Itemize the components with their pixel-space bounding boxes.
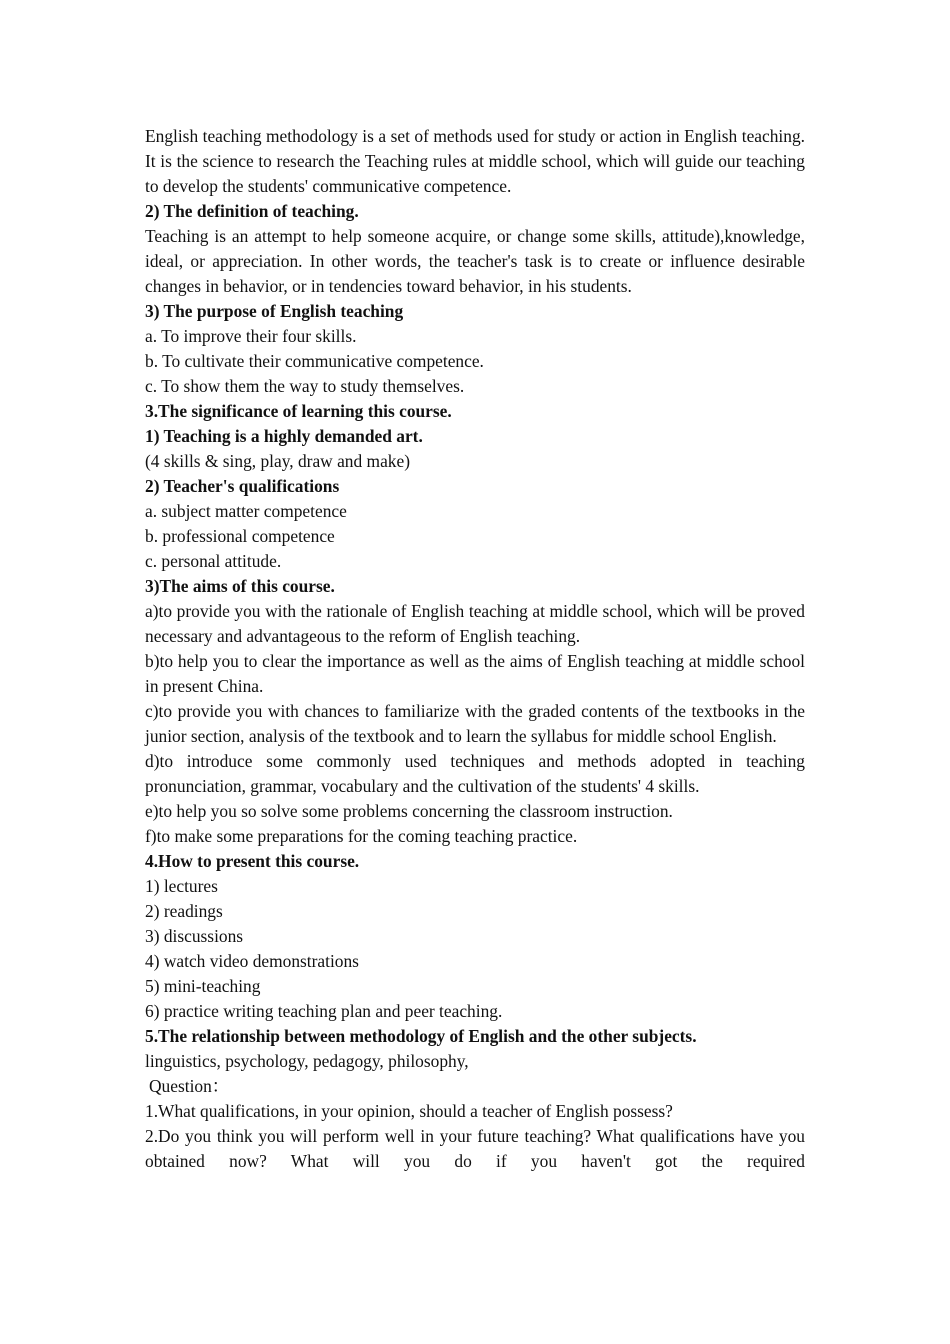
purpose-item: c. To show them the way to study themselves. xyxy=(145,376,465,396)
present-item: 1) lectures xyxy=(145,876,218,896)
definition-paragraph: Teaching is an attempt to help someone acquire, or change some skills, attitude),knowledge, ideal, or appreciation. In other words, the teacher's task is to create or influence desirable changes in behavior, or in tendencies toward behavior, in his students. xyxy=(145,226,805,296)
qualifications-heading: 2) Teacher's qualifications xyxy=(145,476,340,496)
present-item: 6) practice writing teaching plan and peer teaching. xyxy=(145,1001,503,1021)
aim-item: b)to help you to clear the importance as well as the aims of English teaching at middle school in present China. xyxy=(145,651,805,696)
qualification-item: a. subject matter competence xyxy=(145,501,347,521)
aim-item: f)to make some preparations for the coming teaching practice. xyxy=(145,826,578,846)
purpose-heading: 3) The purpose of English teaching xyxy=(145,301,404,321)
question-item: 1.What qualifications, in your opinion, should a teacher of English possess? xyxy=(145,1101,673,1121)
aim-item: a)to provide you with the rationale of English teaching at middle school, which will be proved necessary and advantageous to the reform of English teaching. xyxy=(145,601,805,646)
definition-heading: 2) The definition of teaching. xyxy=(145,201,359,221)
art-heading: 1) Teaching is a highly demanded art. xyxy=(145,426,423,446)
intro-paragraph: English teaching methodology is a set of methods used for study or action in English teaching. It is the science to research the Teaching rules at middle school, which will guide our teaching to develop the students' communicative competence. xyxy=(145,126,805,196)
present-item: 3) discussions xyxy=(145,926,244,946)
relationship-heading: 5.The relationship between methodology of English and the other subjects. xyxy=(145,1026,697,1046)
qualification-item: c. personal attitude. xyxy=(145,551,282,571)
aim-item: d)to introduce some commonly used techniques and methods adopted in teaching pronunciation, grammar, vocabulary and the cultivation of the students' 4 skills. xyxy=(145,751,805,796)
significance-heading: 3.The significance of learning this course. xyxy=(145,401,452,421)
question-item: 2.Do you think you will perform well in your future teaching? What qualifications have you obtained now? What will you do if you haven't got the required xyxy=(145,1126,805,1171)
present-item: 4) watch video demonstrations xyxy=(145,951,359,971)
aim-item: c)to provide you with chances to familiarize with the graded contents of the textbooks in the junior section, analysis of the textbook and to learn the syllabus for middle school English. xyxy=(145,701,805,746)
purpose-item: b. To cultivate their communicative competence. xyxy=(145,351,484,371)
document-page xyxy=(145,124,805,1174)
aims-heading: 3)The aims of this course. xyxy=(145,576,335,596)
present-item: 2) readings xyxy=(145,901,223,921)
aim-item: e)to help you so solve some problems concerning the classroom instruction. xyxy=(145,801,673,821)
question-label: Question： xyxy=(149,1076,230,1096)
purpose-item: a. To improve their four skills. xyxy=(145,326,357,346)
present-item: 5) mini-teaching xyxy=(145,976,261,996)
art-text: (4 skills & sing, play, draw and make) xyxy=(145,451,410,471)
relationship-text: linguistics, psychology, pedagogy, philosophy, xyxy=(145,1051,469,1071)
qualification-item: b. professional competence xyxy=(145,526,335,546)
present-heading: 4.How to present this course. xyxy=(145,851,360,871)
